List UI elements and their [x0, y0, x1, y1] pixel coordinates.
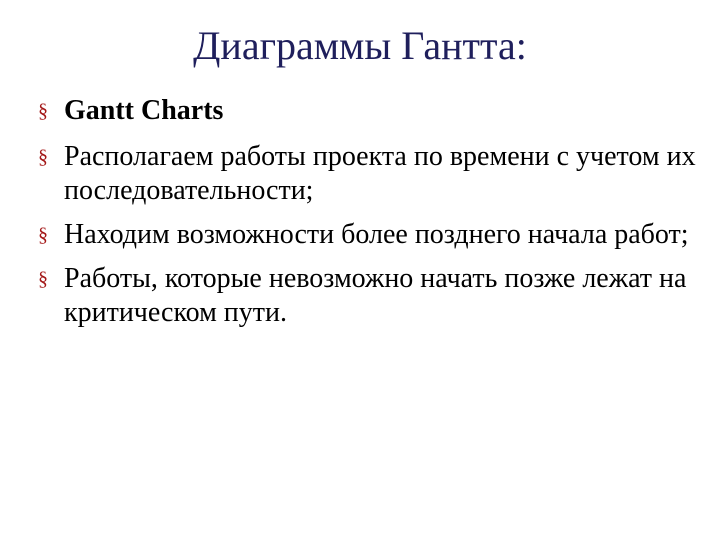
bullet-marker-icon: §: [38, 100, 48, 122]
bullet-item-arrange-works: [38, 140, 706, 208]
bullet-item-gantt-charts: [38, 94, 706, 128]
slide-title: Диаграммы Гантта:: [193, 23, 527, 68]
bullet-text: Работы, которые невозможно начать позже лежат на критическом пути.: [64, 263, 687, 328]
bullet-list: [38, 94, 706, 340]
bullet-text: Располагаем работы проекта по времени с учетом их последовательности;: [64, 141, 696, 206]
bullet-item-late-start: [38, 218, 706, 252]
bullet-marker-icon: §: [38, 146, 48, 168]
bullet-marker-icon: §: [38, 224, 48, 246]
bullet-text: Находим возможности более позднего начала работ;: [64, 219, 689, 250]
bullet-marker-icon: §: [38, 268, 48, 290]
bullet-item-critical-path: [38, 262, 706, 330]
bullet-text: Gantt Charts: [64, 95, 224, 126]
